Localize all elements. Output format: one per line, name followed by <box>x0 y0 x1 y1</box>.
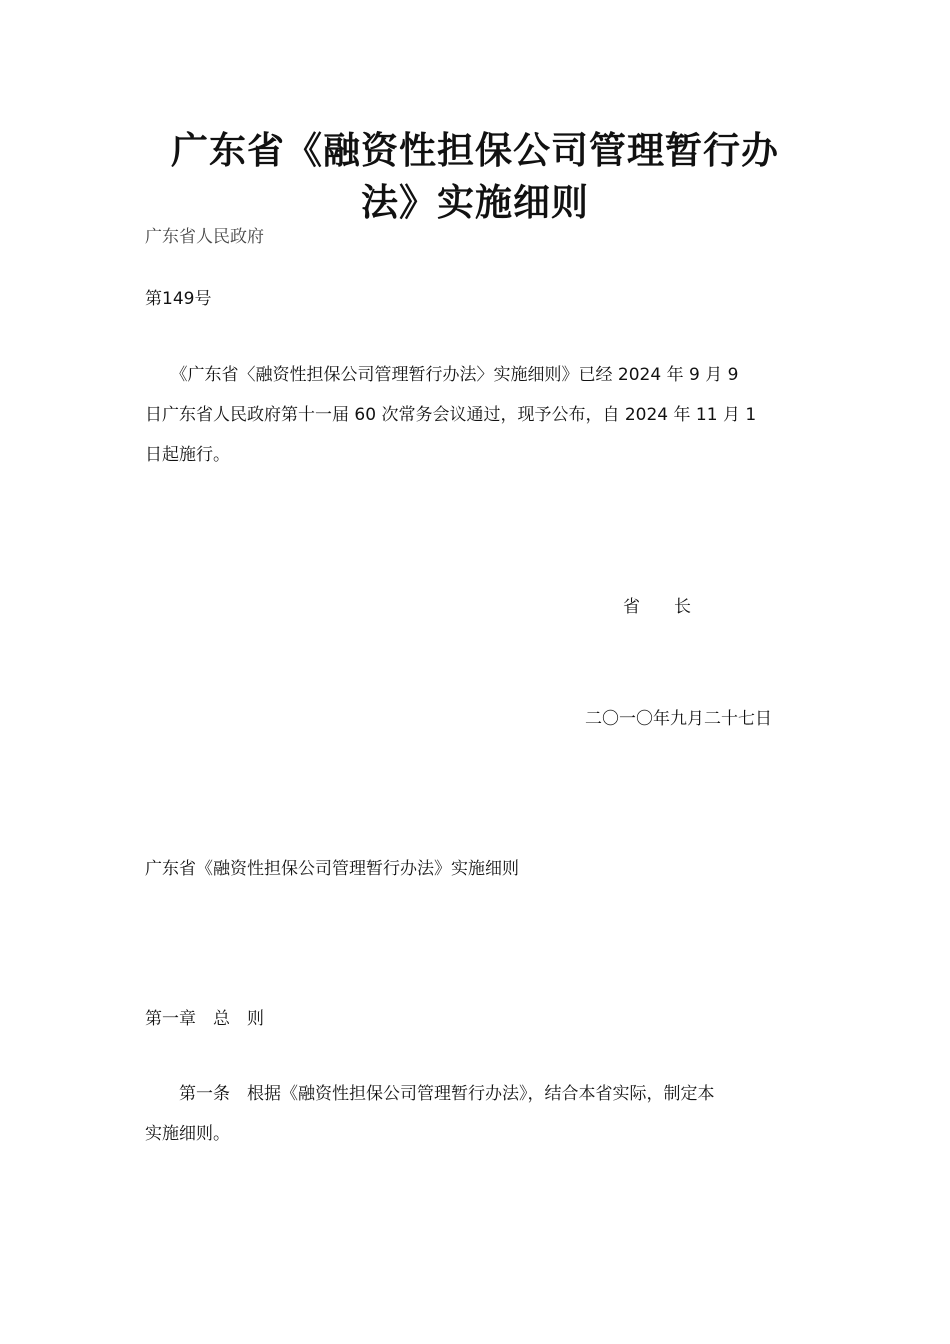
document-title-line-2: 法》实施细则 <box>361 180 589 224</box>
promulgation-line-1: 《广东省〈融资性担保公司管理暂行办法〉实施细则》已经 2024 年 9 月 9 <box>145 365 739 385</box>
promulgation-line-2: 日广东省人民政府第十一届 60 次常务会议通过，现予公布，自 2024 年 11 月 1 <box>145 405 757 425</box>
regulation-name: 广东省《融资性担保公司管理暂行办法》实施细则 <box>145 859 519 879</box>
signer-title: 省 长 <box>623 597 691 617</box>
signing-date: 二〇一〇年九月二十七日 <box>585 709 772 729</box>
article-1-line-2: 实施细则。 <box>145 1124 230 1144</box>
issuer: 广东省人民政府 <box>145 227 264 247</box>
promulgation-line-3: 日起施行。 <box>145 445 230 465</box>
article-1-line-1: 第一条 根据《融资性担保公司管理暂行办法》，结合本省实际，制定本 <box>145 1084 715 1104</box>
document-title <box>145 124 805 228</box>
chapter-heading: 第一章 总 则 <box>145 1009 264 1029</box>
promulgation-paragraph <box>145 364 807 466</box>
document-title-line-1: 广东省《融资性担保公司管理暂行办 <box>171 128 779 172</box>
order-number: 第149号 <box>145 289 212 309</box>
article-1 <box>145 1083 807 1145</box>
